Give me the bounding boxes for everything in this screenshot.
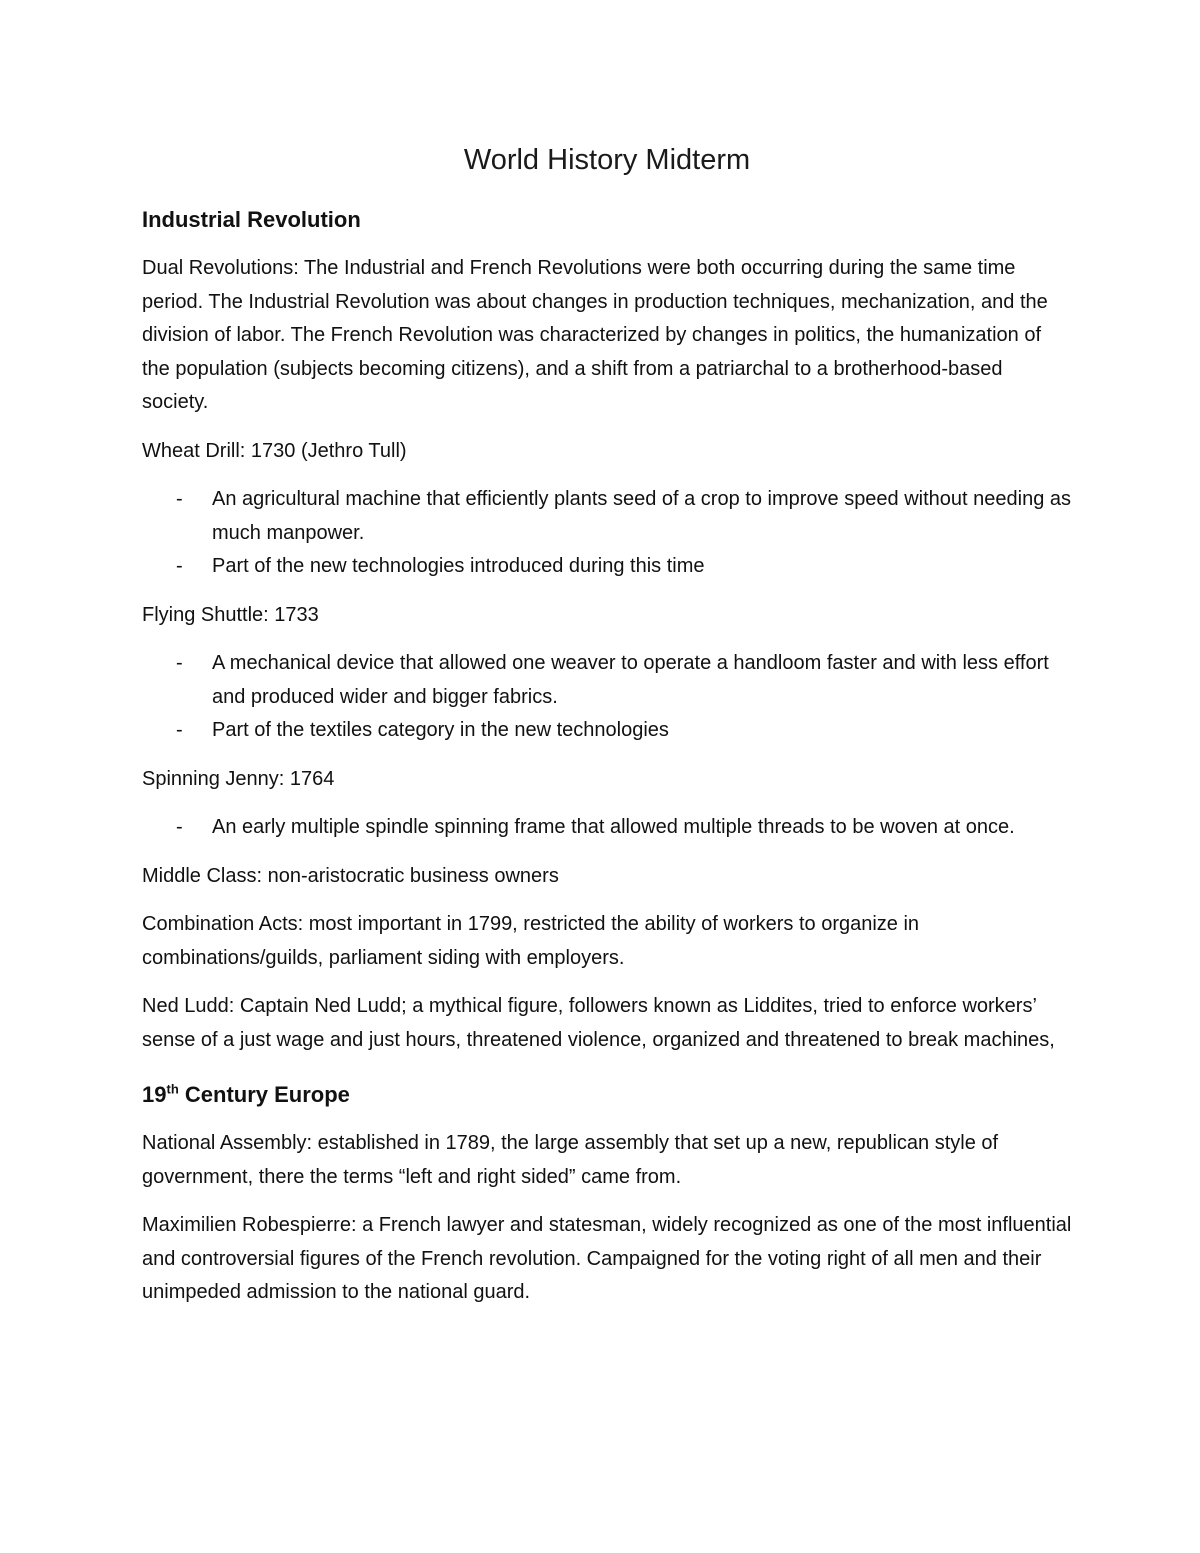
paragraph-dual-revolutions: Dual Revolutions: The Industrial and French Revolutions were both occurring during the same time period. The Industrial Revolution was about changes in production techniques, mechanization, and the division of labor. The French Revolution was characterized by changes in politics, the humanization of the population (subjects becoming citizens), and a shift from a patriarchal to a brotherhood-based society. bbox=[142, 257, 1048, 413]
dash-bullet: - bbox=[176, 555, 183, 577]
list-item-text: An early multiple spindle spinning frame that allowed multiple threads to be woven at once. bbox=[212, 816, 1015, 838]
list-item-text: Part of the new technologies introduced during this time bbox=[212, 555, 705, 577]
bullet-list-spinning-jenny bbox=[142, 811, 1072, 845]
dash-bullet: - bbox=[176, 816, 183, 838]
list-item-text: A mechanical device that allowed one weaver to operate a handloom faster and with less effort and produced wider and bigger fabrics. bbox=[212, 652, 1049, 708]
list-item bbox=[142, 714, 1072, 748]
list-item bbox=[142, 483, 1072, 550]
document-body bbox=[142, 138, 1072, 1325]
heading-ordinal-suffix: th bbox=[166, 1081, 179, 1097]
heading-text: Century Europe bbox=[178, 1082, 350, 1107]
entry-title-spinning-jenny: Spinning Jenny: 1764 bbox=[142, 767, 335, 790]
paragraph-ned-ludd: Ned Ludd: Captain Ned Ludd; a mythical figure, followers known as Liddites, tried to enforce workers’ sense of a just wage and just hours, threatened violence, organized and threatened to break machines, bbox=[142, 995, 1055, 1051]
section-heading bbox=[142, 1079, 1072, 1111]
document-title: World History Midterm bbox=[463, 144, 751, 176]
list-item-text: An agricultural machine that efficiently plants seed of a crop to improve speed without needing as much manpower. bbox=[212, 488, 1072, 544]
heading-number: 19 bbox=[142, 1082, 167, 1107]
paragraph-middle-class: Middle Class: non-aristocratic business owners bbox=[142, 864, 559, 887]
section-heading: Industrial Revolution bbox=[142, 207, 361, 232]
bullet-list-wheat-drill bbox=[142, 483, 1072, 584]
entry-title-flying-shuttle: Flying Shuttle: 1733 bbox=[142, 603, 319, 626]
list-item bbox=[142, 811, 1072, 845]
dash-bullet: - bbox=[176, 719, 183, 741]
dash-bullet: - bbox=[176, 488, 183, 510]
list-item bbox=[142, 647, 1072, 714]
list-item bbox=[142, 550, 1072, 584]
bullet-list-flying-shuttle bbox=[142, 647, 1072, 748]
paragraph-national-assembly: National Assembly: established in 1789, the large assembly that set up a new, republican style of government, there the terms “left and right sided” came from. bbox=[142, 1132, 999, 1188]
section-19th-century-europe bbox=[142, 1079, 1072, 1310]
paragraph-robespierre: Maximilien Robespierre: a French lawyer and statesman, widely recognized as one of the most influential and controversial figures of the French revolution. Campaigned for the voting right of all men and their unimpeded admission to the national guard. bbox=[142, 1214, 1072, 1303]
section-industrial-revolution bbox=[142, 204, 1072, 1057]
entry-title-wheat-drill: Wheat Drill: 1730 (Jethro Tull) bbox=[142, 439, 407, 462]
list-item-text: Part of the textiles category in the new technologies bbox=[212, 719, 669, 741]
dash-bullet: - bbox=[176, 652, 183, 674]
paragraph-combination-acts: Combination Acts: most important in 1799, restricted the ability of workers to organize in combinations/guilds, parliament siding with employers. bbox=[142, 913, 920, 969]
